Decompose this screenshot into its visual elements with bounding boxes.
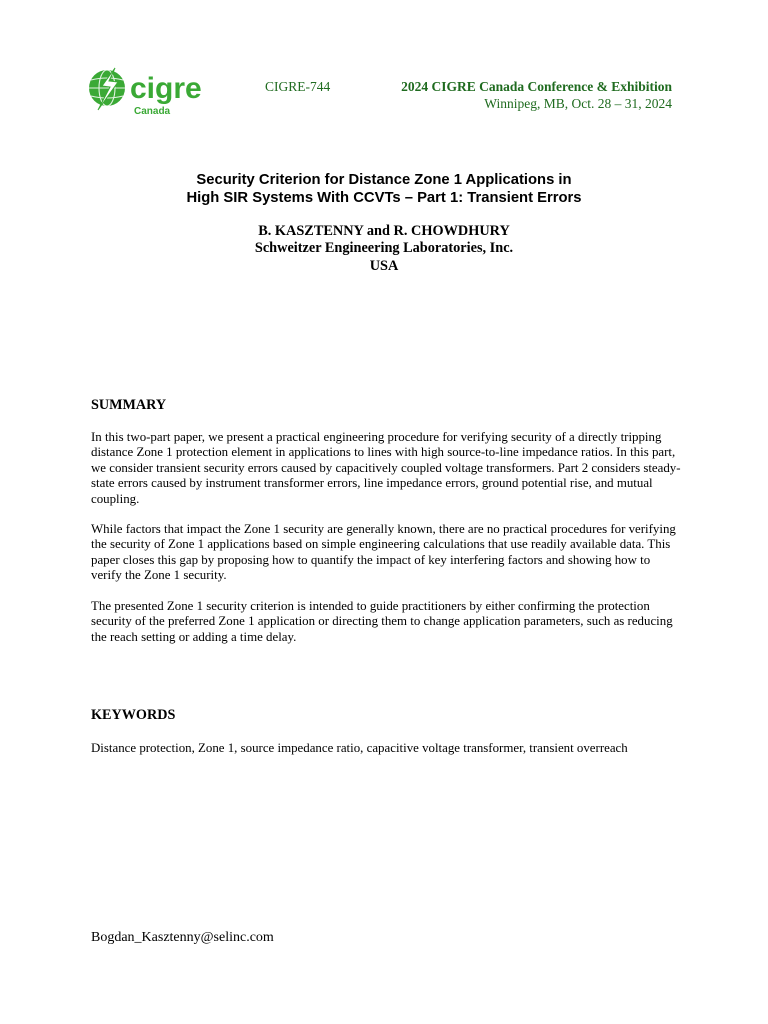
author-affiliation: Schweitzer Engineering Laboratories, Inc. bbox=[254, 240, 514, 257]
summary-heading: SUMMARY bbox=[91, 397, 167, 413]
cigre-canada-logo bbox=[88, 66, 208, 118]
author-names: B. KASZTENNY and R. CHOWDHURY bbox=[258, 223, 510, 239]
author-block bbox=[0, 223, 768, 275]
conference-location: Winnipeg, MB, Oct. 28 – 31, 2024 bbox=[484, 95, 672, 111]
paper-title-line-2: High SIR Systems With CCVTs – Part 1: Transient Errors bbox=[186, 189, 582, 206]
paper-title bbox=[0, 172, 768, 207]
summary-paragraph-1: In this two-part paper, we present a practical engineering procedure for verifying security of a directly tripping distance Zone 1 protection element in applications to lines with high source-to-line impedance ratios. In this part, we consider transient security errors caused by capacitively coupled voltage transformers. Part 2 considers steady-state errors caused by instrument transformer errors, line impedance errors, ground potential rise, and mutual coupling. bbox=[91, 430, 681, 506]
conference-info bbox=[401, 79, 672, 112]
document-id: CIGRE-744 bbox=[265, 79, 331, 94]
conference-title: 2024 CIGRE Canada Conference & Exhibition bbox=[401, 79, 672, 94]
keywords-text: Distance protection, Zone 1, source impedance ratio, capacitive voltage transformer, transient overreach bbox=[91, 741, 628, 755]
summary-paragraph-3: The presented Zone 1 security criterion is intended to guide practitioners by either confirming the protection security of the preferred Zone 1 application or directing them to change application parameters, such as reducing the reach setting or adding a time delay. bbox=[91, 599, 673, 644]
paper-title-line-1: Security Criterion for Distance Zone 1 Applications in bbox=[196, 172, 572, 188]
logo-subtext: Canada bbox=[134, 106, 171, 117]
author-country: USA bbox=[369, 257, 399, 274]
globe-icon bbox=[88, 66, 208, 118]
logo-wordmark: cigre bbox=[130, 72, 202, 105]
keywords-heading: KEYWORDS bbox=[91, 707, 176, 723]
author-email: Bogdan_Kasztenny@selinc.com bbox=[91, 930, 274, 945]
summary-paragraph-2: While factors that impact the Zone 1 security are generally known, there are no practical procedures for verifying the security of Zone 1 applications based on simple engineering calculations that use readily available data. This paper closes this gap by proposing how to quantify the impact of key interfering factors and showing how to verify the Zone 1 security. bbox=[91, 522, 676, 583]
